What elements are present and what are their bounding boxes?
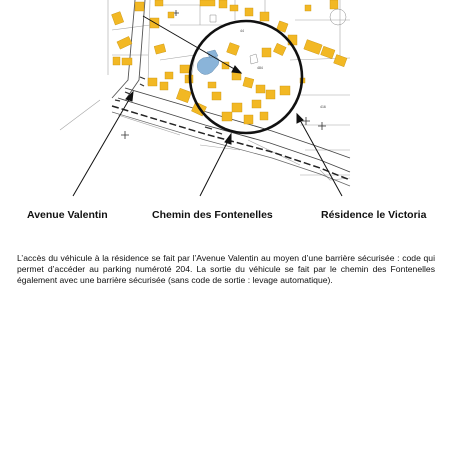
lot-number-c: 44	[240, 29, 244, 33]
residence-pointer-arrowhead	[232, 66, 241, 73]
parcel-lines	[60, 0, 350, 180]
lot-number-b: 416	[320, 105, 326, 109]
avenue-arrow	[73, 98, 130, 196]
lot-number-a: 484	[257, 66, 263, 70]
label-chemin-des-fontenelles: Chemin des Fontenelles	[152, 209, 273, 221]
access-instructions-paragraph: L’accès du véhicule à la résidence se fait par l’Avenue Valentin au moyen d’une barrière sécurisée : code qui permet d’accéder au parking numéroté 204. La sortie du véhicule se fait par le chemin des Fontenelles également avec une barrière sécurisée (sans code de sortie : levage automatique).	[17, 253, 435, 286]
chemin-arrow	[200, 141, 228, 196]
chemin-arrowhead	[225, 134, 231, 144]
residence-arrow	[300, 120, 342, 196]
residence-arrowhead	[297, 114, 303, 123]
label-residence-le-victoria: Résidence le Victoria	[321, 209, 427, 221]
residence-pointer-arrow	[143, 16, 236, 70]
label-avenue-valentin: Avenue Valentin	[27, 209, 108, 221]
